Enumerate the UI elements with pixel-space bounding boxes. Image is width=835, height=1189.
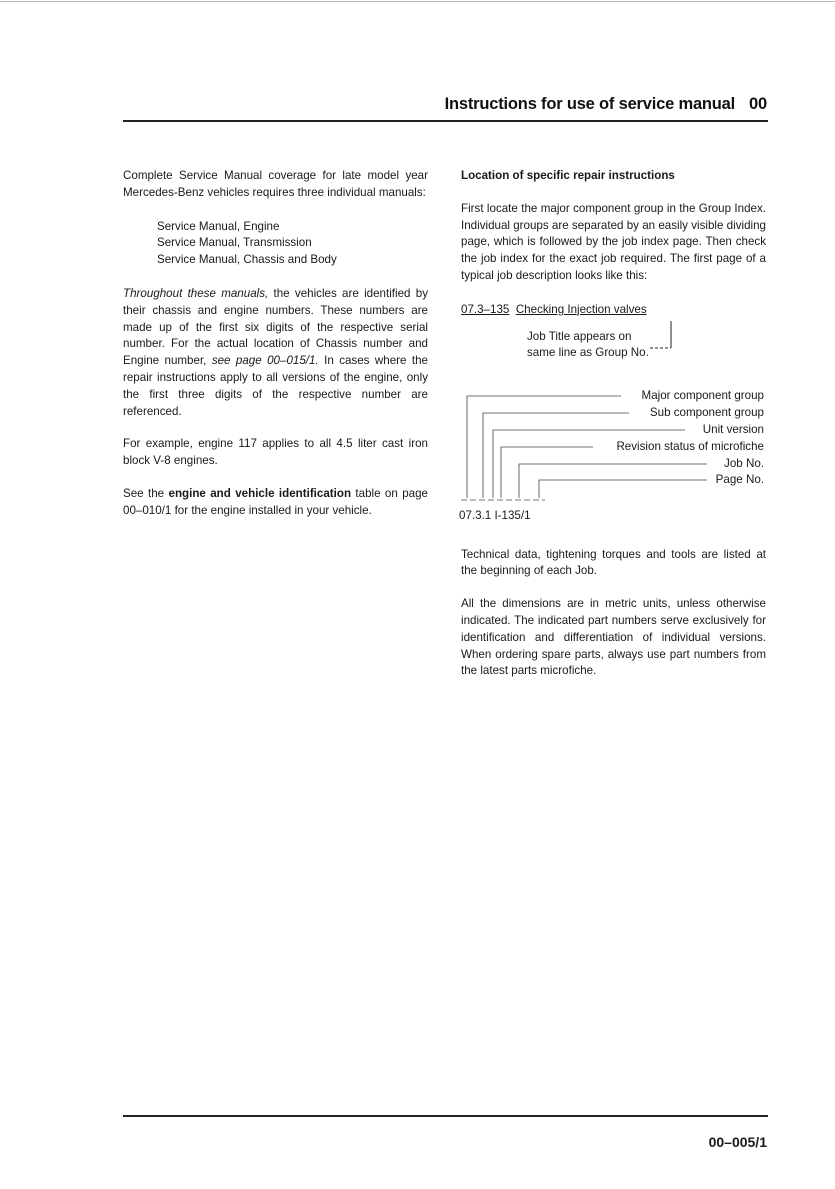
- page-number: 00–005/1: [708, 1134, 767, 1150]
- list-item: Service Manual, Chassis and Body: [157, 253, 337, 267]
- table-reference: engine and vehicle identification: [168, 486, 352, 500]
- example-job-line: [461, 302, 766, 319]
- right-column: [461, 168, 766, 680]
- intro-paragraph: Complete Service Manual coverage for late model year Mercedes-Benz vehicles requires three individual manuals:: [123, 169, 428, 199]
- left-column: [123, 168, 428, 520]
- footer-rule: [123, 1115, 768, 1117]
- number-breakdown-diagram: [461, 386, 766, 531]
- page-reference: see page 00–015/1.: [211, 354, 319, 368]
- locate-paragraph: First locate the major component group in the Group Index. Individual groups are separated by an easily visible dividing page, which is followed by the job index page. Then check the job index for the exact job required. The first page of a typical job description looks like this:: [461, 201, 766, 282]
- list-item: Service Manual, Transmission: [157, 236, 312, 250]
- header-rule: [123, 120, 768, 122]
- label-page-no: Page No.: [715, 472, 764, 486]
- job-title-note: [461, 321, 766, 371]
- see-table-paragraph: [123, 486, 428, 520]
- label-sub-component-group: Sub component group: [649, 405, 764, 419]
- diagram-code: 07.3.1 I-135/1: [459, 508, 531, 522]
- para-text: See the: [123, 486, 169, 500]
- example-paragraph: For example, engine 117 applies to all 4.5 liter cast iron block V-8 engines.: [123, 437, 428, 468]
- identification-paragraph: [123, 286, 428, 420]
- page-header: [445, 95, 767, 114]
- label-revision-status: Revision status of microfiche: [616, 439, 764, 453]
- example-title: Checking Injection valves: [515, 302, 647, 316]
- manuals-list: [157, 219, 428, 269]
- para-text-end: table on page 00–010/1 for the engine installed in your vehicle.: [123, 486, 428, 517]
- job-title-note-text: Job Title appears on same line as Group No.: [527, 329, 649, 360]
- list-item: Service Manual, Engine: [157, 219, 280, 233]
- section-number: 00: [749, 95, 767, 113]
- label-major-component-group: Major component group: [641, 388, 764, 402]
- top-edge-line: [0, 1, 835, 2]
- example-code: 07.3–135: [461, 302, 510, 316]
- para-italic-lead: Throughout these manuals,: [123, 286, 269, 300]
- dimensions-paragraph: All the dimensions are in metric units, unless otherwise indicated. The indicated part numbers serve exclusively for identification and differentiation of individual versions. When ordering spare parts, always use part numbers from the latest parts microfiche.: [461, 597, 766, 678]
- para-text-end: In cases where the repair instructions apply to all versions of the engine, only the first three digits of the respective number are referenced.: [123, 354, 428, 418]
- para-text: the vehicles are identified by their chassis and engine numbers. These numbers are made up of the first six digits of the respective serial number. For the actual location of Chassis number and Engine number,: [123, 286, 428, 368]
- page-title: Instructions for use of service manual: [444, 95, 736, 113]
- section-heading: Location of specific repair instructions: [461, 169, 675, 182]
- label-job-no: Job No.: [724, 456, 764, 470]
- label-unit-version: Unit version: [702, 422, 764, 436]
- technical-data-paragraph: Technical data, tightening torques and tools are listed at the beginning of each Job.: [461, 547, 766, 578]
